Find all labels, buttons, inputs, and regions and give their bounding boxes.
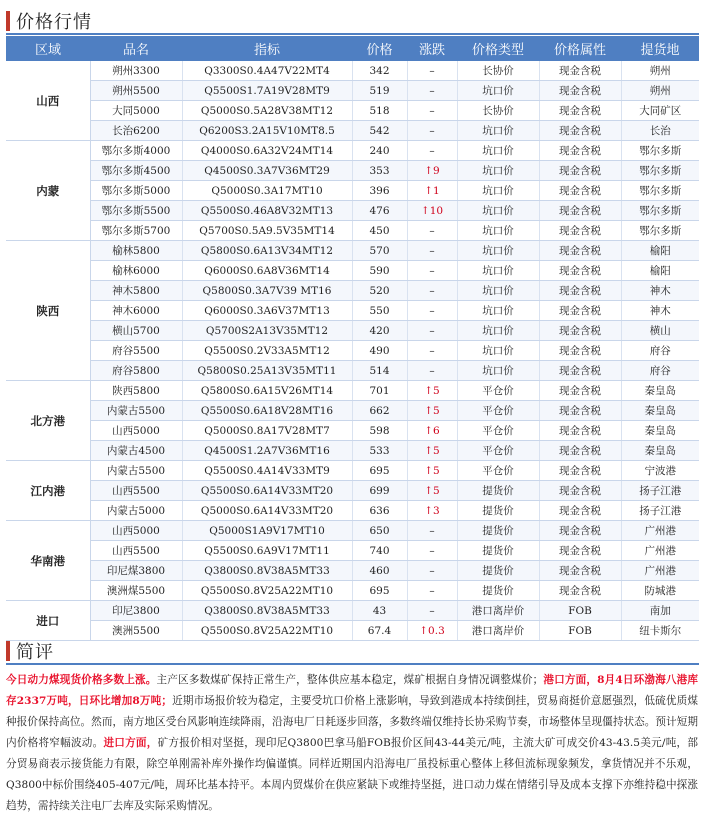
price-type-cell: 坑口价 [457,221,539,241]
table-row [6,341,699,361]
body-text: 近期市场报价较为稳定，主要受坑口价格上涨影响，导致到港成本持续倒挂，贸易商挺价意愿强烈，低硫优质煤种报价保持高位。然而，南方地区受台风影响连续降雨，沿海电厂日耗逐步回落，多数终端仅维持长协采购节奏，市场整体呈现僵持状态。预计短期内价格将窄幅波动。 [6,695,698,749]
highlight-text: 港口方面，8月4日环渤海八港库存2337万吨，日环比增加8万吨； [6,674,699,707]
pickup-location-cell: 神木 [621,301,699,321]
price-attr-cell: 现金含税 [539,261,621,281]
pickup-location-cell: 扬子江港 [621,501,699,521]
price-type-cell: 长协价 [457,101,539,121]
product-name-cell: 内蒙古5500 [90,461,182,481]
product-name-cell: 鄂尔多斯4500 [90,161,182,181]
spec-cell: Q5000S0.6A14V33MT20 [182,501,352,521]
price-type-cell: 坑口价 [457,121,539,141]
table-row [6,621,699,641]
price-type-cell: 提货价 [457,541,539,561]
spec-cell: Q4500S0.3A7V36MT29 [182,161,352,181]
product-name-cell: 印尼3800 [90,601,182,621]
price-cell: 650 [352,521,407,541]
pickup-location-cell: 鄂尔多斯 [621,181,699,201]
product-name-cell: 神木5800 [90,281,182,301]
pickup-location-cell: 榆阳 [621,241,699,261]
change-cell: ↑9 [407,161,457,181]
change-cell: – [407,221,457,241]
table-row [6,121,699,141]
price-attr-cell: 现金含税 [539,181,621,201]
price-type-cell: 平仓价 [457,401,539,421]
table-row [6,81,699,101]
price-attr-cell: 现金含税 [539,161,621,181]
price-attr-cell: 现金含税 [539,521,621,541]
table-row [6,281,699,301]
region-cell: 陕西 [6,241,90,381]
price-cell: 342 [352,61,407,81]
table-row [6,141,699,161]
change-cell: – [407,361,457,381]
spec-cell: Q5500S0.4A14V33MT9 [182,461,352,481]
table-row [6,561,699,581]
price-attr-cell: 现金含税 [539,221,621,241]
price-type-cell: 平仓价 [457,441,539,461]
price-attr-cell: FOB [539,601,621,621]
table-row [6,541,699,561]
price-cell: 67.4 [352,621,407,641]
table-body [6,61,699,641]
price-cell: 476 [352,201,407,221]
change-cell: ↑0.3 [407,621,457,641]
region-cell: 进口 [6,601,90,641]
pickup-location-cell: 神木 [621,281,699,301]
price-type-cell: 提货价 [457,521,539,541]
price-attr-cell: 现金含税 [539,61,621,81]
change-cell: – [407,521,457,541]
product-name-cell: 榆林6000 [90,261,182,281]
region-cell: 北方港 [6,381,90,461]
change-cell: – [407,301,457,321]
change-cell: ↑5 [407,381,457,401]
price-type-cell: 坑口价 [457,161,539,181]
change-cell: – [407,241,457,261]
pickup-location-cell: 鄂尔多斯 [621,161,699,181]
product-name-cell: 山西5500 [90,541,182,561]
change-cell: – [407,561,457,581]
spec-cell: Q5500S1.7A19V28MT9 [182,81,352,101]
spec-cell: Q4500S1.2A7V36MT16 [182,441,352,461]
price-type-cell: 坑口价 [457,361,539,381]
spec-cell: Q6000S0.6A8V36MT14 [182,261,352,281]
price-attr-cell: 现金含税 [539,501,621,521]
pickup-location-cell: 横山 [621,321,699,341]
price-type-cell: 平仓价 [457,461,539,481]
price-cell: 450 [352,221,407,241]
col-change-header: 涨跌 [407,36,457,61]
change-cell: – [407,601,457,621]
price-attr-cell: 现金含税 [539,201,621,221]
section-marker [6,641,10,661]
price-type-cell: 坑口价 [457,341,539,361]
change-cell: ↑5 [407,481,457,501]
price-cell: 695 [352,461,407,481]
product-name-cell: 内蒙古5500 [90,401,182,421]
price-cell: 533 [352,441,407,461]
pickup-location-cell: 朔州 [621,81,699,101]
price-attr-cell: 现金含税 [539,561,621,581]
spec-cell: Q5500S0.6A9V17MT11 [182,541,352,561]
price-section-rule [6,33,699,35]
review-paragraph [6,670,698,817]
pickup-location-cell: 鄂尔多斯 [621,201,699,221]
change-cell: ↑5 [407,401,457,421]
spec-cell: Q5500S0.6A18V28MT16 [182,401,352,421]
table-row [6,161,699,181]
price-table [6,36,699,641]
spec-cell: Q5500S0.8V25A22MT10 [182,621,352,641]
change-cell: – [407,121,457,141]
price-attr-cell: 现金含税 [539,121,621,141]
col-pickup-header: 提货地 [621,36,699,61]
spec-cell: Q5500S0.8V25A22MT10 [182,581,352,601]
table-row [6,181,699,201]
price-type-cell: 提货价 [457,561,539,581]
col-price-attr-header: 价格属性 [539,36,621,61]
product-name-cell: 神木6000 [90,301,182,321]
body-text: 矿方报价相对坚挺，现印尼Q3800巴拿马船FOB报价区间43-44美元/吨，主流大矿可成交价43-43.5美元/吨，部分贸易商表示接货能力有限，除空单刚需补库外操作均偏谨慎。同样近期国内沿海电厂虽投标重心整体上移但流标现象频发，拿货情况并不乐观，Q3800中标价围绕405-407元/吨，周环比基本持平。本周内贸煤价在供应紧缺下或维持坚挺，进口动力煤在情绪引导及成本支撑下亦维持稳中探涨趋势，需持续关注电厂去库及实际采购情况。 [6,737,698,812]
price-cell: 519 [352,81,407,101]
price-attr-cell: 现金含税 [539,401,621,421]
pickup-location-cell: 南加 [621,601,699,621]
product-name-cell: 朔州3300 [90,61,182,81]
price-attr-cell: 现金含税 [539,421,621,441]
price-attr-cell: 现金含税 [539,81,621,101]
price-cell: 699 [352,481,407,501]
price-cell: 396 [352,181,407,201]
spec-cell: Q6000S0.3A6V37MT13 [182,301,352,321]
table-row [6,401,699,421]
section-marker [6,11,10,31]
product-name-cell: 朔州5500 [90,81,182,101]
price-type-cell: 坑口价 [457,141,539,161]
product-name-cell: 长治6200 [90,121,182,141]
product-name-cell: 府谷5800 [90,361,182,381]
region-cell: 江内港 [6,461,90,521]
table-row [6,221,699,241]
product-name-cell: 澳洲5500 [90,621,182,641]
change-cell: – [407,341,457,361]
table-row [6,101,699,121]
spec-cell: Q5000S0.5A28V38MT12 [182,101,352,121]
change-cell: – [407,261,457,281]
table-row [6,61,699,81]
price-attr-cell: 现金含税 [539,361,621,381]
price-type-cell: 长协价 [457,61,539,81]
pickup-location-cell: 纽卡斯尔 [621,621,699,641]
change-cell: ↑5 [407,441,457,461]
pickup-location-cell: 广州港 [621,521,699,541]
price-attr-cell: 现金含税 [539,241,621,261]
price-type-cell: 坑口价 [457,301,539,321]
pickup-location-cell: 秦皇岛 [621,441,699,461]
pickup-location-cell: 鄂尔多斯 [621,141,699,161]
price-attr-cell: 现金含税 [539,461,621,481]
table-row [6,261,699,281]
price-cell: 590 [352,261,407,281]
price-attr-cell: 现金含税 [539,101,621,121]
change-cell: ↑1 [407,181,457,201]
price-section-title: 价格行情 [16,12,92,33]
table-row [6,201,699,221]
change-cell: ↑6 [407,421,457,441]
region-cell: 山西 [6,61,90,141]
product-name-cell: 大同5000 [90,101,182,121]
spec-cell: Q3800S0.8V38A5MT33 [182,561,352,581]
spec-cell: Q5700S0.5A9.5V35MT14 [182,221,352,241]
col-price-header: 价格 [352,36,407,61]
col-spec-header: 指标 [182,36,352,61]
price-attr-cell: 现金含税 [539,141,621,161]
spec-cell: Q6200S3.2A15V10MT8.5 [182,121,352,141]
price-cell: 695 [352,581,407,601]
table-row [6,361,699,381]
product-name-cell: 府谷5500 [90,341,182,361]
price-cell: 542 [352,121,407,141]
product-name-cell: 鄂尔多斯5000 [90,181,182,201]
spec-cell: Q4000S0.6A32V24MT14 [182,141,352,161]
pickup-location-cell: 大同矿区 [621,101,699,121]
change-cell: – [407,101,457,121]
pickup-location-cell: 秦皇岛 [621,401,699,421]
price-cell: 353 [352,161,407,181]
table-row [6,301,699,321]
price-type-cell: 坑口价 [457,201,539,221]
product-name-cell: 横山5700 [90,321,182,341]
spec-cell: Q3300S0.4A47V22MT4 [182,61,352,81]
price-attr-cell: FOB [539,621,621,641]
price-attr-cell: 现金含税 [539,321,621,341]
change-cell: ↑5 [407,461,457,481]
product-name-cell: 山西5000 [90,421,182,441]
product-name-cell: 鄂尔多斯5500 [90,201,182,221]
price-type-cell: 平仓价 [457,421,539,441]
table-row [6,441,699,461]
price-attr-cell: 现金含税 [539,341,621,361]
product-name-cell: 内蒙古4500 [90,441,182,461]
change-cell: – [407,61,457,81]
col-region-header: 区域 [6,36,90,61]
change-cell: – [407,321,457,341]
price-cell: 520 [352,281,407,301]
product-name-cell: 山西5000 [90,521,182,541]
price-cell: 514 [352,361,407,381]
spec-cell: Q5500S0.6A14V33MT20 [182,481,352,501]
pickup-location-cell: 秦皇岛 [621,421,699,441]
table-header-row [6,36,699,61]
review-section-title: 简评 [16,642,54,663]
price-type-cell: 提货价 [457,501,539,521]
change-cell: – [407,141,457,161]
price-type-cell: 提货价 [457,481,539,501]
price-attr-cell: 现金含税 [539,441,621,461]
price-attr-cell: 现金含税 [539,381,621,401]
price-cell: 420 [352,321,407,341]
table-row [6,381,699,401]
body-text: 主产区多数煤矿保持正常生产，整体供应基本稳定，煤矿根据自身情况调整煤价； [156,674,544,686]
table-row [6,581,699,601]
table-row [6,481,699,501]
highlight-text: 进口方面， [103,737,158,749]
review-section-header [6,638,54,664]
price-attr-cell: 现金含税 [539,281,621,301]
spec-cell: Q5500S0.2V33A5MT12 [182,341,352,361]
pickup-location-cell: 防城港 [621,581,699,601]
pickup-location-cell: 宁波港 [621,461,699,481]
product-name-cell: 澳洲煤5500 [90,581,182,601]
price-type-cell: 坑口价 [457,261,539,281]
price-cell: 550 [352,301,407,321]
spec-cell: Q3800S0.8V38A5MT33 [182,601,352,621]
pickup-location-cell: 长治 [621,121,699,141]
price-cell: 740 [352,541,407,561]
price-section-header [6,8,92,34]
price-cell: 598 [352,421,407,441]
price-cell: 701 [352,381,407,401]
price-cell: 662 [352,401,407,421]
table-row [6,501,699,521]
price-type-cell: 坑口价 [457,181,539,201]
change-cell: – [407,541,457,561]
pickup-location-cell: 广州港 [621,561,699,581]
pickup-location-cell: 广州港 [621,541,699,561]
product-name-cell: 榆林5800 [90,241,182,261]
region-cell: 华南港 [6,521,90,601]
col-price-type-header: 价格类型 [457,36,539,61]
spec-cell: Q5800S0.3A7V39 MT16 [182,281,352,301]
table-row [6,601,699,621]
price-cell: 636 [352,501,407,521]
table-row [6,241,699,261]
pickup-location-cell: 府谷 [621,361,699,381]
price-type-cell: 港口离岸价 [457,621,539,641]
change-cell: – [407,281,457,301]
review-section-rule [6,663,699,665]
region-cell: 内蒙 [6,141,90,241]
change-cell: ↑3 [407,501,457,521]
price-type-cell: 提货价 [457,581,539,601]
spec-cell: Q5800S0.6A13V34MT12 [182,241,352,261]
spec-cell: Q5000S0.8A17V28MT7 [182,421,352,441]
product-name-cell: 鄂尔多斯4000 [90,141,182,161]
spec-cell: Q5000S1A9V17MT10 [182,521,352,541]
price-attr-cell: 现金含税 [539,481,621,501]
price-cell: 460 [352,561,407,581]
pickup-location-cell: 府谷 [621,341,699,361]
table-row [6,321,699,341]
price-attr-cell: 现金含税 [539,301,621,321]
price-attr-cell: 现金含税 [539,541,621,561]
pickup-location-cell: 鄂尔多斯 [621,221,699,241]
price-type-cell: 坑口价 [457,81,539,101]
change-cell: – [407,81,457,101]
col-product-header: 品名 [90,36,182,61]
product-name-cell: 内蒙古5000 [90,501,182,521]
pickup-location-cell: 榆阳 [621,261,699,281]
price-cell: 570 [352,241,407,261]
spec-cell: Q5500S0.46A8V32MT13 [182,201,352,221]
highlight-text: 今日动力煤现货价格多数上涨。 [6,674,157,686]
price-cell: 490 [352,341,407,361]
change-cell: ↑10 [407,201,457,221]
table-row [6,461,699,481]
product-name-cell: 印尼煤3800 [90,561,182,581]
spec-cell: Q5800S0.25A13V35MT11 [182,361,352,381]
price-type-cell: 坑口价 [457,321,539,341]
price-attr-cell: 现金含税 [539,581,621,601]
pickup-location-cell: 扬子江港 [621,481,699,501]
price-type-cell: 港口离岸价 [457,601,539,621]
price-cell: 43 [352,601,407,621]
product-name-cell: 鄂尔多斯5700 [90,221,182,241]
pickup-location-cell: 秦皇岛 [621,381,699,401]
change-cell: – [407,581,457,601]
product-name-cell: 山西5500 [90,481,182,501]
table-row [6,521,699,541]
spec-cell: Q5800S0.6A15V26MT14 [182,381,352,401]
price-type-cell: 坑口价 [457,241,539,261]
price-type-cell: 坑口价 [457,281,539,301]
spec-cell: Q5000S0.3A17MT10 [182,181,352,201]
product-name-cell: 陕西5800 [90,381,182,401]
spec-cell: Q5700S2A13V35MT12 [182,321,352,341]
price-cell: 518 [352,101,407,121]
table-row [6,421,699,441]
price-cell: 240 [352,141,407,161]
price-type-cell: 平仓价 [457,381,539,401]
pickup-location-cell: 朔州 [621,61,699,81]
